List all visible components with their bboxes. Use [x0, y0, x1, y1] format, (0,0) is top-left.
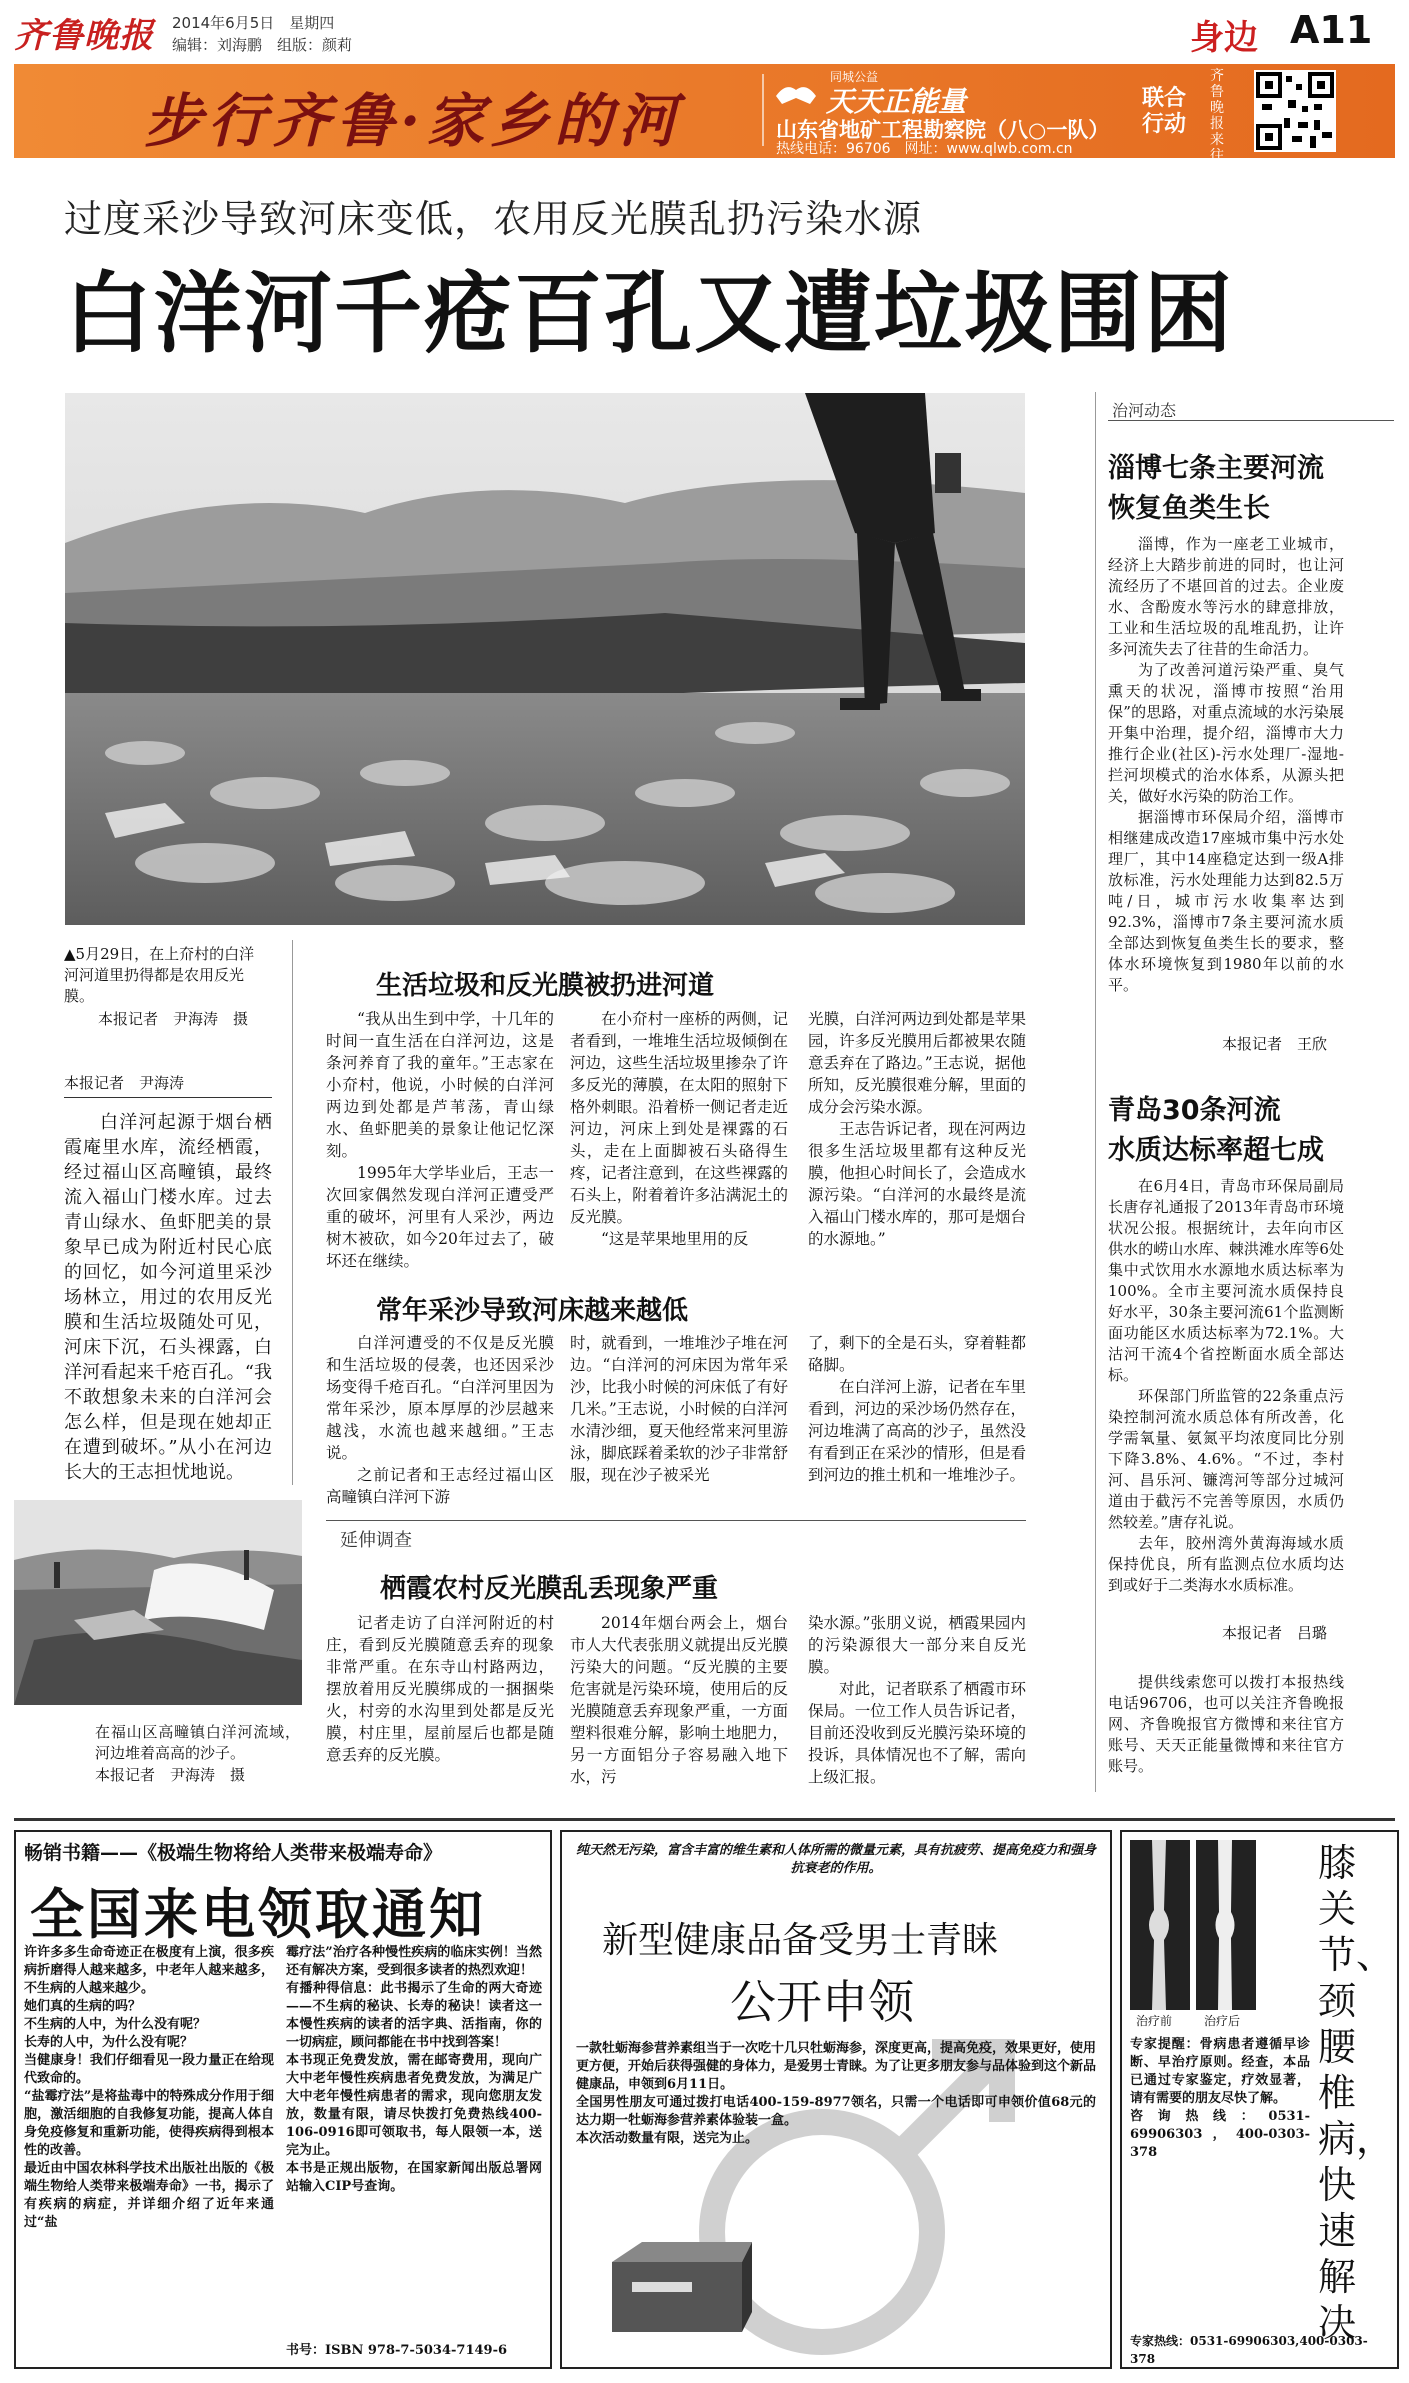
section3-top-rule	[326, 1520, 1026, 1521]
ad-mid-title-1: 新型健康品备受男士青睐	[602, 1920, 999, 1961]
side-photo-caption: 在福山区高疃镇白洋河流域，河边堆着高高的沙子。	[95, 1723, 300, 1762]
section3-col3	[808, 1612, 1026, 1788]
main-photo-credit: 本报记者 尹海涛 摄	[98, 1010, 249, 1028]
ad-left-header: 畅销书籍——《极端生物将给人类带来极端寿命》	[24, 1842, 443, 1864]
s2c1-p1: 白洋河遭受的不仅是反光膜和生活垃圾的侵袭，也还因采沙场变得千疮百孔。“白洋河里因为常年采沙，原本厚厚的沙层越来越浅，水流也越来越细。”王志说。	[326, 1334, 554, 1462]
section1-col2	[570, 1008, 788, 1250]
s1c2-p1: 在小夼村一座桥的两侧，记者看到，一堆堆生活垃圾倾倒在河边，这些生活垃圾里掺杂了许多反光的薄膜，在太阳的照射下格外刺眼。沿着桥一侧记者走近河边，河床上到处是裸露的石头，走在上面脚被石头硌得生疼，记者注意到，在这些裸露的石头上，附着着许多沾满泥土的反光膜。	[570, 1010, 788, 1226]
ad-left-isbn: 书号：ISBN 978-7-5034-7149-6	[286, 2343, 508, 2358]
s3c3-p1: 染水源。”张朋义说，栖霞果园内的污染源很大一部分来自反光膜。	[808, 1614, 1026, 1676]
s1c1-p1: “我从出生到中学，十几年的时间一直生活在白洋河边，这是条河养育了我的童年。”王志家在小夼村，他说，小时候的白洋河两边到处都是芦苇荡，青山绿水、鱼虾肥美的景象让他记忆深刻。	[326, 1010, 554, 1160]
story1-p1: 淄博，作为一座老工业城市，经济上大踏步前进的同时，也让河流经历了不堪回首的过去。企业废水、含酚废水等污水的肆意排放，工业和生活垃圾的乱堆乱扔，让许多河流失去了往昔的生命活力。	[1108, 535, 1344, 658]
story1-byline: 本报记者 王欣	[1222, 1035, 1328, 1053]
sidebar-rule	[1095, 392, 1096, 1792]
intro-byline: 本报记者 尹海涛	[64, 1074, 185, 1092]
story2-p2: 环保部门所监管的22条重点污染控制河流水质总体有所改善，化学需氧量、氨氮平均浓度同比分别下降3.8%、4.6%。“不过，李村河、昌乐河、镰湾河等部分过城河道由于截污不完善等原因，水质仍然较差。”唐存礼说。	[1108, 1387, 1344, 1531]
hotline-note-text: 提供线索您可以拨打本报热线电话96706，也可以关注齐鲁晚报网、齐鲁晚报官方微博和来往官方账号、天天正能量微博和来往官方账号。	[1108, 1673, 1344, 1775]
section1-col3	[808, 1008, 1026, 1250]
section1-col1	[326, 1008, 554, 1272]
editors: 编辑：刘海鹏 组版：颜莉	[172, 36, 353, 54]
ad-left-body-1: 许许多多生命奇迹正在极度有上演，很多疾病折磨得人越来越多，中老年人越来越多，不生病的人越来越少。 她们真的生病的吗？ 不生病的人中，为什么没有呢？ 长寿的人中，为什么没有呢？ 当健康身！我们仔细看见一段力量正在给现代致命的。 “盐霉疗法”是将盐毒中的特殊成分作用于细胞，激活细胞的自我修复功能，提高人体自身免疫修复和重新功能，使得疾病得到根本性的改善。 最近由中国农林科学技术出版社出版的《极端生物给人类带来极端寿命》一书，揭示了有疾病的病症，并详细介绍了近年来通过“盐	[24, 1945, 274, 2230]
partner-brand: 天天正能量	[826, 85, 967, 118]
sidebar-tag: 治河动态	[1112, 401, 1177, 420]
section-name: 身边	[1190, 18, 1258, 58]
ad-divider	[14, 1818, 1395, 1821]
story1-p3: 据淄博市环保局介绍，淄博市相继建成改造17座城市集中污水处理厂，其中14座稳定达到一级A排放标准，污水处理能力达到82.5万吨/日，城市污水收集率达到92.3%，淄博市7条主要河流水质全部达到恢复鱼类生长的要求，整体水环境恢复到1980年以前的水平。	[1108, 808, 1344, 994]
xray-before	[1130, 1840, 1190, 2010]
paper-logo: 齐鲁晚报	[14, 16, 154, 56]
ad-right-footer: 专家热线：0531-69906303,400-0303-378	[1130, 2334, 1368, 2366]
section3-col1	[326, 1612, 554, 1766]
s2c2-p1: 时，就看到，一堆堆沙子堆在河边。“白洋河的河床因为常年采沙，比我小时候的河床低了有好几米。”王志说，小时候的白洋河水清沙细，夏天他经常来河里游泳，脚底踩着柔软的沙子非常舒服，现在沙子被采光	[570, 1334, 788, 1484]
section2-heading: 常年采沙导致河床越来越低	[376, 1296, 689, 1326]
ad-joint-treatment[interactable]	[1120, 1830, 1399, 2369]
s2c3-p1: 了，剩下的全是石头，穿着鞋都硌脚。	[808, 1334, 1026, 1374]
ad-mid-title-2: 公开申领	[730, 1975, 914, 2029]
section1-heading: 生活垃圾和反光膜被扔进河道	[376, 971, 715, 1001]
ad-mid-header: 纯天然无污染，富含丰富的维生素和人体所需的微量元素，具有抗疲劳、提高免疫力和强身抗衰老的作用。	[575, 1843, 1096, 1876]
ad-health-product[interactable]	[560, 1830, 1112, 2369]
intro-paragraph: 白洋河起源于烟台栖霞庵里水库，流经栖霞，经过福山区高疃镇，最终流入福山门楼水库。过去青山绿水、鱼虾肥美的景象早已成为附近村民心底的回忆，如今河道里采沙场林立，用过的农用反光膜和生活垃圾随处可见，河床下沉，石头裸露，白洋河看起来千疮百孔。“我不敢想象未来的白洋河会怎么样，但是现在她却正在遭到破坏。”从小在河边长大的王志担忧地说。	[64, 1112, 272, 1483]
section3-tag: 延伸调查	[340, 1530, 412, 1551]
qr-caption: 齐鲁晚报来往	[1210, 68, 1224, 164]
intro-rule	[64, 1097, 272, 1098]
story2-p1: 在6月4日，青岛市环保局副局长唐存礼通报了2013年青岛市环境状况公报。根据统计，去年向市区供水的崂山水库、棘洪滩水库等6处集中式饮用水水源地水质达标率为100%。全市主要河流水质保持良好水平，30条主要河流61个监测断面功能区水质达标率为72.1%。大沽河干流4个省控断面水质全部达标。	[1108, 1177, 1344, 1384]
s1c1-p2: 1995年大学毕业后，王志一次回家偶然发现白洋河正遭受严重的破坏，河里有人采沙，两边树木被砍，如今20年过去了，破坏还在继续。	[326, 1164, 554, 1270]
issue-date: 2014年6月5日 星期四	[172, 14, 335, 32]
column-rule-left	[292, 940, 293, 1485]
ad-left-title: 全国来电领取通知	[30, 1883, 486, 1946]
side-photo-sand	[14, 1500, 302, 1705]
xray-label-before: 治疗前	[1136, 2014, 1173, 2028]
main-photo-riverbed	[65, 393, 1025, 925]
ad-right-title: 膝关节、颈腰椎病，快速解决	[1318, 1841, 1395, 2345]
ad-left-body-2: 霉疗法”治疗各种慢性疾病的临床实例！当然还有解决方案，受到很多读者的热烈欢迎！ 有播种得信息：此书揭示了生命的两大奇迹——不生病的秘诀、长寿的秘诀！读者这一本慢性疾病的读者的活字典、活指南，你的一切病症，顾问都能在书中找到答案！ 本书现正免费发放，需在邮寄费用，现向广大中老年慢性疾病患者免费发放，为满足广大中老年慢性病患者的需求，现向您朋友发放，数量有限，请尽快拨打免费热线400-106-0916即可领取书，每人限领一本，送完为止。 本书是正规出版物，在国家新闻出版总署网站输入CIP号查询。	[286, 1945, 542, 2194]
page-number: A11	[1290, 8, 1373, 52]
s1c2-p2: “这是苹果地里用的反	[601, 1230, 749, 1248]
partner-tag: 同城公益	[830, 70, 879, 84]
section2-col2	[570, 1332, 788, 1486]
story1-p2: 为了改善河道污染严重、臭气熏天的状况，淄博市按照“治用保”的思路，对重点流域的水污染展开集中治理，提介绍，淄博市大力推行企业(社区)-污水处理厂-湿地-拦河坝模式的治水体系，从源头把关，做好水污染的防治工作。	[1108, 661, 1344, 805]
story2-p3: 去年，胶州湾外黄海海域水质保持优良，所有监测点位水质均达到或好于二类海水水质标准。	[1108, 1534, 1344, 1594]
xray-label-after: 治疗后	[1204, 2014, 1241, 2028]
story2-body	[1108, 1176, 1344, 1596]
ad-right-body: 专家提醒：骨病患者遵循早诊断、早治疗原则。经查，本品已通过专家鉴定，疗效显著，请有需要的朋友尽快了解。 咨询热线：0531-69906303，400-0303-378	[1130, 2037, 1310, 2160]
story2-title-2: 水质达标率超七成	[1108, 1135, 1324, 1166]
banner-hotline: 热线电话：96706 网址：www.qlwb.com.cn	[776, 141, 1073, 157]
sidebar-hotline-note	[1108, 1672, 1344, 1777]
ad-mid-body: 一款牡蛎海参营养素组当于一次吃十几只牡蛎海参，深度更高，提高免疫，效果更好，使用更方便，开始后获得强健的身体力，是爱男士青睐。为了让更多朋友参与品体验到这个新品健康品，申领到6月11日。 全国男性朋友可通过拨打电话400-159-8977领名，只需一个电话即可申领价值68元的达力期一牡蛎海参营养素体验装一盒。 本次活动数量有限，送完为止。	[576, 2041, 1097, 2146]
headline-title: 白洋河千疮百孔又遭垃圾围困	[64, 262, 1235, 365]
s2c1-p2: 之前记者和王志经过福山区高疃镇白洋河下游	[326, 1466, 554, 1506]
story2-title-1: 青岛30条河流	[1108, 1095, 1281, 1126]
s3c3-p2: 对此，记者联系了栖霞市环保局。一位工作人员告诉记者，目前还没收到反光膜污染环境的投诉，具体情况也不了解，需向上级汇报。	[808, 1680, 1026, 1786]
section3-col2	[570, 1612, 788, 1788]
headline-kicker: 过度采沙导致河床变低，农用反光膜乱扔污染水源	[64, 197, 923, 241]
section2-col1	[326, 1332, 554, 1508]
s3c2-p1: 2014年烟台两会上，烟台市人大代表张朋义就提出反光膜污染大的问题。“反光膜的主要危害就是污染环境，使用后的反光膜随意丢弃现象严重，一方面塑料很难分解，影响土地肥力，另一方面铝分子容易融入地下水，污	[570, 1614, 788, 1786]
handshake-icon	[774, 76, 818, 110]
series-slogan: 步行齐鲁·家乡的河	[144, 87, 683, 155]
banner-divider	[762, 74, 764, 146]
joint-action-label: 联合行动	[1142, 86, 1187, 137]
series-banner	[14, 64, 1395, 164]
ad-book-notice[interactable]	[14, 1830, 552, 2369]
section3-heading: 栖霞农村反光膜乱丢现象严重	[380, 1574, 719, 1604]
partner-org: 山东省地矿工程勘察院（八○一队）	[776, 118, 1110, 142]
sidebar-tag-rule	[1108, 420, 1394, 421]
xray-after	[1196, 1840, 1256, 2010]
main-photo-caption: ▲5月29日，在上夼村的白洋河河道里扔得都是农用反光膜。	[64, 945, 255, 1005]
story1-title-1: 淄博七条主要河流	[1108, 453, 1324, 484]
intro-text	[64, 1110, 272, 1485]
s1c3-p2: 王志告诉记者，现在河两边很多生活垃圾里都有这种反光膜，他担心时间长了，会造成水源污染。“白洋河的水最终是流入福山门楼水库的，那可是烟台的水源地。”	[808, 1120, 1026, 1248]
story1-title-2: 恢复鱼类生长	[1108, 493, 1270, 524]
side-photo-credit: 本报记者 尹海涛 摄	[95, 1766, 246, 1784]
section2-col3	[808, 1332, 1026, 1486]
story1-body	[1108, 534, 1344, 996]
qr-code[interactable]	[1254, 70, 1336, 152]
story2-byline: 本报记者 吕璐	[1222, 1624, 1328, 1642]
s2c3-p2: 在白洋河上游，记者在车里看到，河边的采沙场仍然存在，河边堆满了高高的沙子，虽然没有看到正在采沙的情形，但是看到河边的推土机和一堆堆沙子。	[808, 1378, 1026, 1484]
s3c1-p1: 记者走访了白洋河附近的村庄，看到反光膜随意丢弃的现象非常严重。在东寺山村路两边，摆放着用反光膜绑成的一捆捆柴火，村旁的水沟里到处都是反光膜，村庄里，屋前屋后也都是随意丢弃的反光膜。	[326, 1614, 554, 1764]
product-box-image	[602, 2232, 752, 2342]
s1c3-p1: 光膜，白洋河两边到处都是苹果园，许多反光膜用后都被果农随意丢弃在了路边。”王志说，据他所知，反光膜很难分解，里面的成分会污染水源。	[808, 1010, 1026, 1116]
